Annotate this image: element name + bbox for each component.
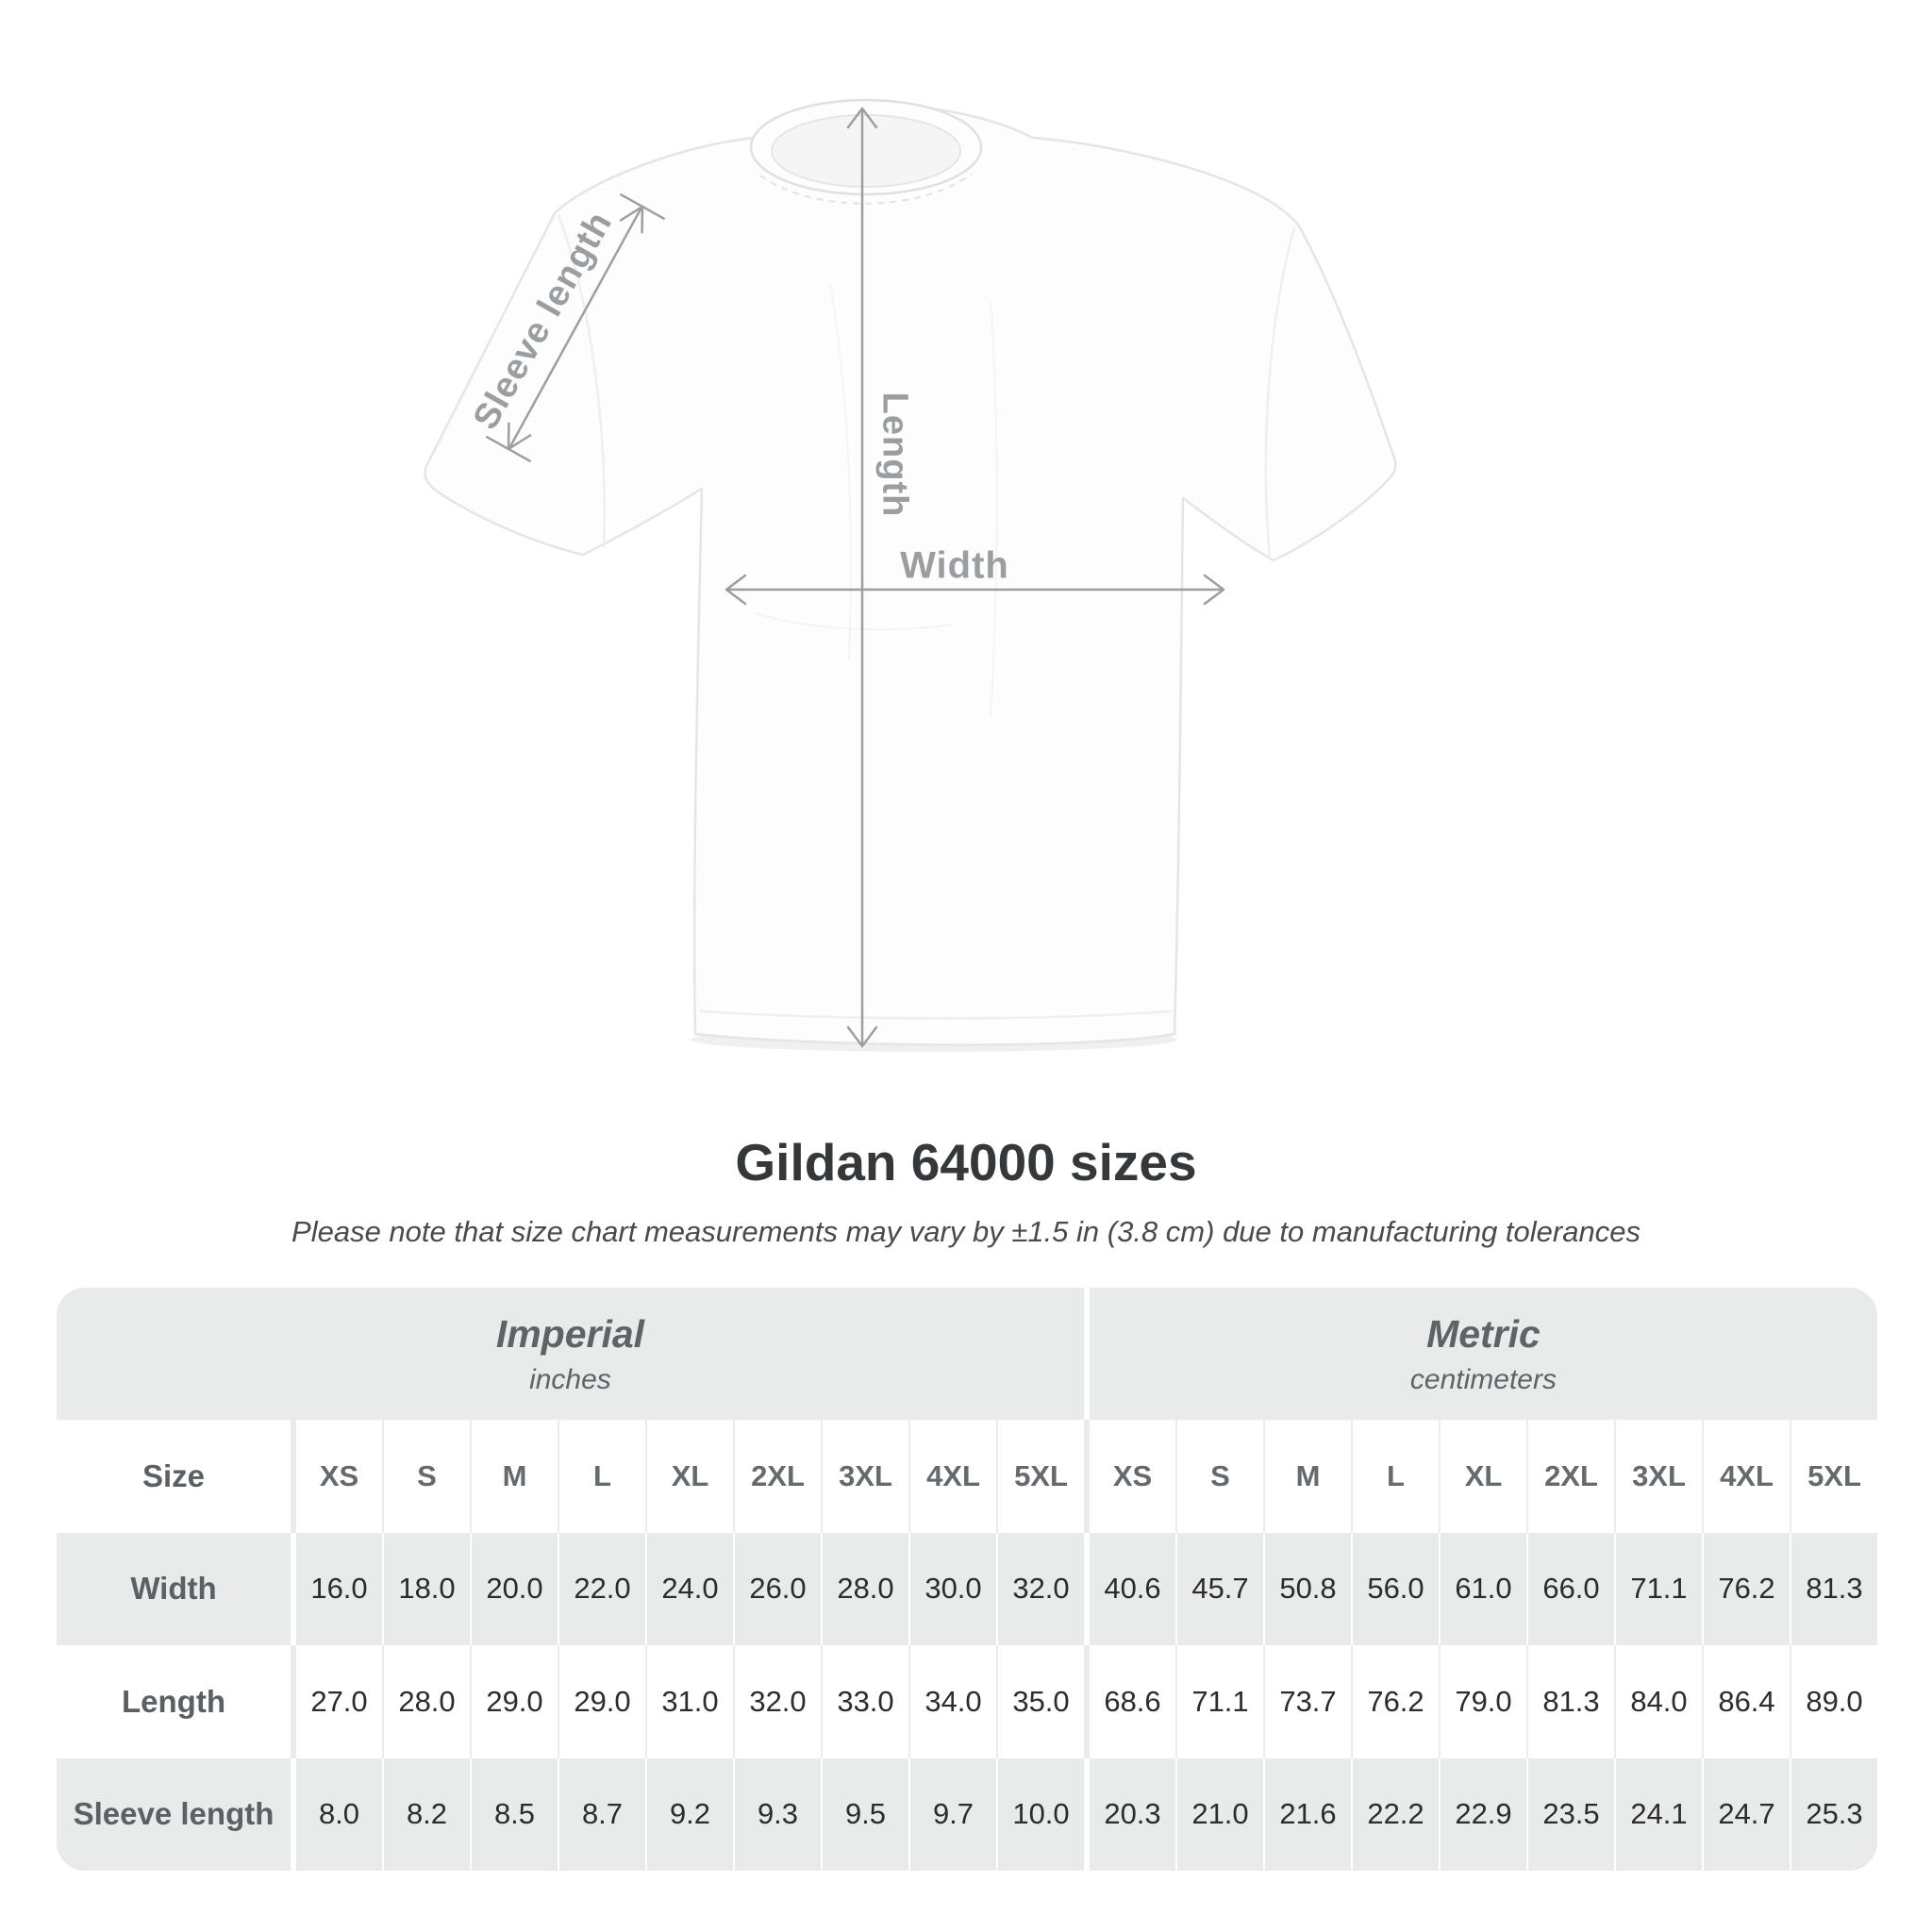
measurement-cell: 31.0: [645, 1645, 733, 1758]
row-label: Length: [122, 1683, 225, 1719]
measurement-cell: 50.8: [1263, 1533, 1351, 1646]
measurement-cell: 68.6: [1084, 1645, 1175, 1758]
measurement-cell: 81.3: [1526, 1645, 1614, 1758]
measurement-cell: 22.0: [558, 1533, 645, 1646]
measurement-cell: 9.5: [821, 1758, 908, 1872]
size-column-header: 3XL: [821, 1420, 908, 1533]
measurement-cell: 9.2: [645, 1758, 733, 1872]
measurement-cell: 71.1: [1175, 1645, 1263, 1758]
measurement-cell: 24.1: [1614, 1758, 1702, 1872]
size-column-header: XL: [1439, 1420, 1526, 1533]
size-column-header: 5XL: [1790, 1420, 1877, 1533]
measurement-cell: 34.0: [908, 1645, 996, 1758]
sleeve-length-label: Sleeve length: [465, 205, 621, 437]
size-column-header: M: [1263, 1420, 1351, 1533]
page-title: Gildan 64000 sizes: [735, 1133, 1197, 1191]
measurement-cell: 61.0: [1439, 1533, 1526, 1646]
size-column-header: L: [1351, 1420, 1439, 1533]
size-column-header: 4XL: [1702, 1420, 1790, 1533]
size-table: [57, 1288, 1877, 1871]
page-subtitle: Please note that size chart measurements may vary by ±1.5 in (3.8 cm) due to manufacturing tolerances: [291, 1215, 1641, 1248]
length-label: Length: [874, 391, 915, 518]
measurement-cell: 20.3: [1084, 1758, 1175, 1872]
unit-section-unit: centimeters: [1409, 1363, 1557, 1395]
measurement-cell: 28.0: [382, 1645, 470, 1758]
row-label: Width: [130, 1571, 217, 1607]
measurement-cell: 8.7: [558, 1758, 645, 1872]
table-row: [57, 1533, 1877, 1646]
size-column-header: 2XL: [1526, 1420, 1614, 1533]
measurement-cell: 71.1: [1614, 1533, 1702, 1646]
measurement-cell: 24.0: [645, 1533, 733, 1646]
size-table-body: [57, 1533, 1877, 1872]
unit-section-imperial: [57, 1288, 1084, 1420]
measurement-cell: 8.2: [382, 1758, 470, 1872]
measurement-cell: 16.0: [291, 1533, 382, 1646]
unit-band: [57, 1288, 1877, 1420]
size-column-header: XL: [645, 1420, 733, 1533]
measurement-cell: 86.4: [1702, 1645, 1790, 1758]
measurement-cell: 24.7: [1702, 1758, 1790, 1872]
measurement-cell: 22.9: [1439, 1758, 1526, 1872]
size-column-header: 3XL: [1614, 1420, 1702, 1533]
table-row: [57, 1645, 1877, 1758]
measurement-cell: 21.6: [1263, 1758, 1351, 1872]
row-label: Sleeve length: [73, 1796, 275, 1832]
measurement-cell: 66.0: [1526, 1533, 1614, 1646]
measurement-cell: 26.0: [733, 1533, 821, 1646]
size-column-header: S: [382, 1420, 470, 1533]
measurement-cell: 28.0: [821, 1533, 908, 1646]
measurement-cell: 40.6: [1084, 1533, 1175, 1646]
size-column-header: 4XL: [908, 1420, 996, 1533]
measurement-cell: 84.0: [1614, 1645, 1702, 1758]
size-header-cell: Size: [142, 1457, 206, 1493]
measurement-cell: 81.3: [1790, 1533, 1877, 1646]
size-column-header: S: [1175, 1420, 1263, 1533]
table-row: [57, 1758, 1877, 1872]
measurement-cell: 73.7: [1263, 1645, 1351, 1758]
measurement-cell: 32.0: [733, 1645, 821, 1758]
measurement-cell: 32.0: [996, 1533, 1084, 1646]
size-table-header-row: [57, 1420, 1877, 1533]
unit-section-name: Imperial: [495, 1311, 645, 1356]
size-column-header: 5XL: [996, 1420, 1084, 1533]
measurement-cell: 33.0: [821, 1645, 908, 1758]
measurement-cell: 18.0: [382, 1533, 470, 1646]
measurement-cell: 21.0: [1175, 1758, 1263, 1872]
measurement-cell: 35.0: [996, 1645, 1084, 1758]
measurement-cell: 25.3: [1790, 1758, 1877, 1872]
measurement-cell: 20.0: [470, 1533, 558, 1646]
size-column-header: 2XL: [733, 1420, 821, 1533]
measurement-cell: 29.0: [558, 1645, 645, 1758]
unit-section-name: Metric: [1426, 1311, 1541, 1356]
unit-section-metric: [1084, 1288, 1877, 1420]
shirt-collar-inner: [772, 115, 960, 187]
measurement-cell: 23.5: [1526, 1758, 1614, 1872]
measurement-cell: 27.0: [291, 1645, 382, 1758]
measurement-cell: 45.7: [1175, 1533, 1263, 1646]
size-column-header: M: [470, 1420, 558, 1533]
measurement-cell: 76.2: [1351, 1645, 1439, 1758]
measurement-cell: 9.3: [733, 1758, 821, 1872]
unit-section-unit: inches: [529, 1363, 611, 1395]
measurement-cell: 9.7: [908, 1758, 996, 1872]
measurement-cell: 22.2: [1351, 1758, 1439, 1872]
measurement-cell: 10.0: [996, 1758, 1084, 1872]
measurement-cell: 8.0: [291, 1758, 382, 1872]
size-column-header: L: [558, 1420, 645, 1533]
width-label: Width: [900, 544, 1009, 587]
measurement-cell: 76.2: [1702, 1533, 1790, 1646]
measurement-cell: 89.0: [1790, 1645, 1877, 1758]
measurement-cell: 79.0: [1439, 1645, 1526, 1758]
measurement-cell: 8.5: [470, 1758, 558, 1872]
measurement-cell: 56.0: [1351, 1533, 1439, 1646]
measurement-cell: 30.0: [908, 1533, 996, 1646]
measurement-cell: 29.0: [470, 1645, 558, 1758]
size-column-header: XS: [1084, 1420, 1175, 1533]
size-column-header: XS: [291, 1420, 382, 1533]
